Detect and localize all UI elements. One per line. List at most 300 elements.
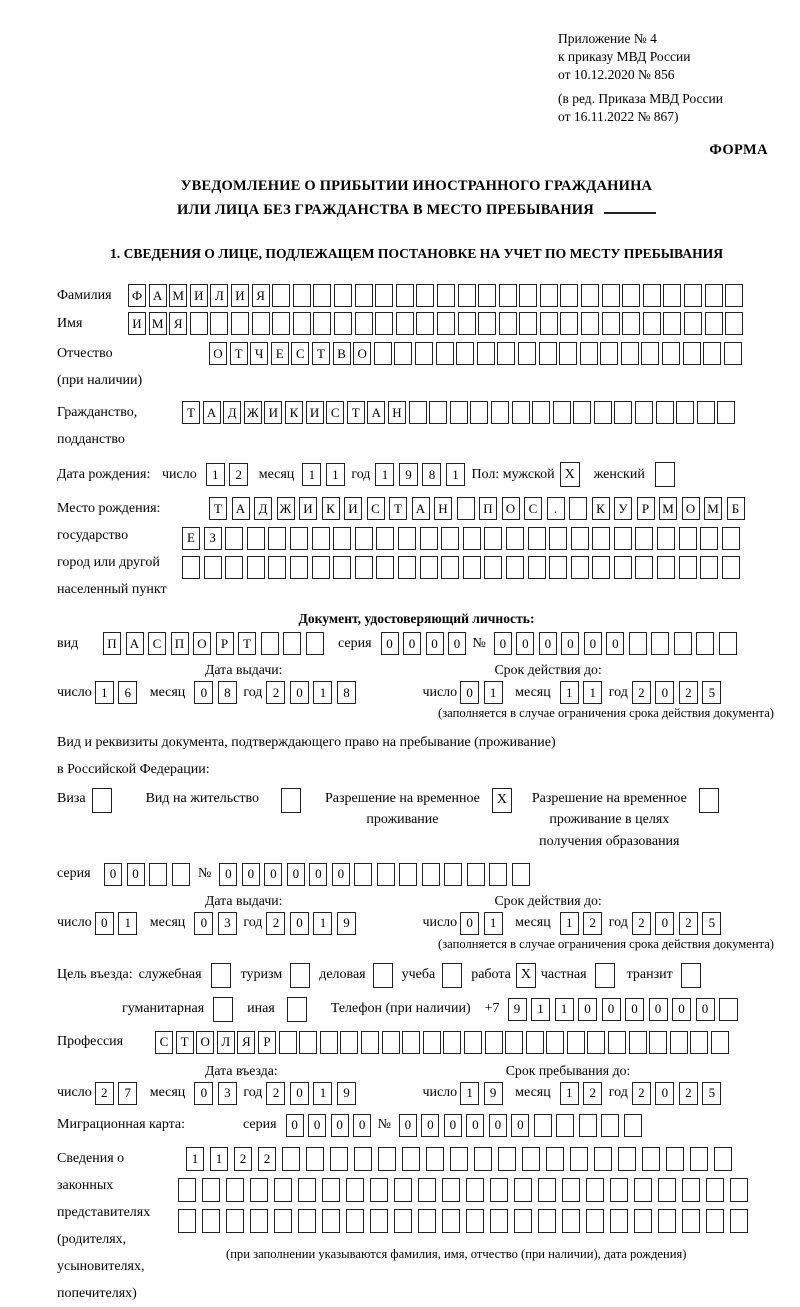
char-cell[interactable]: [370, 1209, 388, 1233]
char-cell[interactable]: [247, 556, 265, 579]
char-cell[interactable]: 0: [104, 863, 122, 886]
char-cell[interactable]: [458, 312, 476, 335]
rvp-valid-year-cells[interactable]: [632, 912, 726, 935]
char-cell[interactable]: С: [524, 497, 542, 520]
char-cell[interactable]: 1: [583, 681, 602, 704]
char-cell[interactable]: П: [103, 632, 121, 655]
char-cell[interactable]: [549, 527, 567, 550]
char-cell[interactable]: [642, 1147, 660, 1171]
char-cell[interactable]: 0: [219, 863, 237, 886]
char-cell[interactable]: 0: [460, 912, 479, 935]
char-cell[interactable]: [556, 1114, 574, 1137]
char-cell[interactable]: А: [367, 401, 385, 424]
char-cell[interactable]: [376, 527, 394, 550]
char-cell[interactable]: [279, 1031, 297, 1054]
char-cell[interactable]: 0: [655, 912, 674, 935]
birth-month-cells[interactable]: [302, 463, 349, 486]
char-cell[interactable]: [610, 1178, 628, 1202]
char-cell[interactable]: Р: [258, 1031, 276, 1054]
char-cell[interactable]: [420, 556, 438, 579]
char-cell[interactable]: [586, 1209, 604, 1233]
char-cell[interactable]: [477, 342, 495, 365]
mig-series-cells[interactable]: [286, 1114, 376, 1137]
female-checkbox[interactable]: [655, 462, 675, 487]
char-cell[interactable]: [334, 312, 352, 335]
char-cell[interactable]: И: [306, 401, 324, 424]
char-cell[interactable]: [441, 527, 459, 550]
char-cell[interactable]: 0: [516, 632, 534, 655]
char-cell[interactable]: [534, 1114, 552, 1137]
char-cell[interactable]: [725, 284, 743, 307]
char-cell[interactable]: [571, 527, 589, 550]
char-cell[interactable]: 9: [337, 1082, 356, 1105]
char-cell[interactable]: 1: [560, 681, 579, 704]
guardians-row3-cells[interactable]: [178, 1209, 754, 1233]
char-cell[interactable]: [622, 284, 640, 307]
char-cell[interactable]: 0: [672, 998, 691, 1021]
birth-year-cells[interactable]: [375, 463, 469, 486]
char-cell[interactable]: 2: [632, 681, 651, 704]
char-cell[interactable]: [682, 1178, 700, 1202]
name-cells[interactable]: [128, 312, 746, 335]
char-cell[interactable]: Д: [254, 497, 272, 520]
char-cell[interactable]: С: [326, 401, 344, 424]
citizenship-cells[interactable]: [182, 401, 738, 424]
char-cell[interactable]: Д: [223, 401, 241, 424]
char-cell[interactable]: [375, 284, 393, 307]
char-cell[interactable]: [313, 284, 331, 307]
char-cell[interactable]: О: [502, 497, 520, 520]
char-cell[interactable]: 2: [266, 1082, 285, 1105]
char-cell[interactable]: [682, 1209, 700, 1233]
char-cell[interactable]: 1: [375, 463, 394, 486]
char-cell[interactable]: [458, 284, 476, 307]
char-cell[interactable]: П: [479, 497, 497, 520]
char-cell[interactable]: 1: [186, 1147, 204, 1171]
char-cell[interactable]: [540, 284, 558, 307]
char-cell[interactable]: [602, 312, 620, 335]
char-cell[interactable]: [346, 1209, 364, 1233]
char-cell[interactable]: [629, 632, 647, 655]
char-cell[interactable]: [649, 1031, 667, 1054]
char-cell[interactable]: Т: [347, 401, 365, 424]
char-cell[interactable]: [719, 632, 737, 655]
char-cell[interactable]: [306, 632, 324, 655]
char-cell[interactable]: 0: [584, 632, 602, 655]
char-cell[interactable]: [705, 284, 723, 307]
char-cell[interactable]: 7: [118, 1082, 137, 1105]
char-cell[interactable]: [711, 1031, 729, 1054]
char-cell[interactable]: [334, 284, 352, 307]
char-cell[interactable]: [382, 1031, 400, 1054]
char-cell[interactable]: [442, 1209, 460, 1233]
char-cell[interactable]: 1: [206, 463, 225, 486]
char-cell[interactable]: [178, 1178, 196, 1202]
char-cell[interactable]: [730, 1178, 748, 1202]
char-cell[interactable]: И: [128, 312, 146, 335]
char-cell[interactable]: О: [209, 342, 227, 365]
char-cell[interactable]: Я: [252, 284, 270, 307]
char-cell[interactable]: [540, 312, 558, 335]
char-cell[interactable]: 0: [353, 1114, 371, 1137]
guardians-row1-cells[interactable]: [186, 1147, 754, 1171]
purpose-other-checkbox[interactable]: [287, 997, 307, 1022]
char-cell[interactable]: [226, 1178, 244, 1202]
char-cell[interactable]: [526, 1031, 544, 1054]
char-cell[interactable]: 0: [602, 998, 621, 1021]
char-cell[interactable]: [499, 312, 517, 335]
char-cell[interactable]: [444, 863, 462, 886]
char-cell[interactable]: 0: [539, 632, 557, 655]
char-cell[interactable]: [333, 556, 351, 579]
char-cell[interactable]: [250, 1209, 268, 1233]
char-cell[interactable]: [250, 1178, 268, 1202]
char-cell[interactable]: [560, 312, 578, 335]
char-cell[interactable]: М: [659, 497, 677, 520]
char-cell[interactable]: [394, 1209, 412, 1233]
char-cell[interactable]: 1: [118, 912, 137, 935]
char-cell[interactable]: [522, 1147, 540, 1171]
char-cell[interactable]: Ж: [244, 401, 262, 424]
char-cell[interactable]: [666, 1147, 684, 1171]
stay-year-cells[interactable]: [632, 1082, 726, 1105]
purpose-business-checkbox[interactable]: [373, 963, 393, 988]
char-cell[interactable]: [643, 312, 661, 335]
char-cell[interactable]: [538, 1209, 556, 1233]
char-cell[interactable]: [485, 1031, 503, 1054]
char-cell[interactable]: 5: [702, 1082, 721, 1105]
char-cell[interactable]: Е: [271, 342, 289, 365]
char-cell[interactable]: А: [412, 497, 430, 520]
char-cell[interactable]: [204, 556, 222, 579]
char-cell[interactable]: [662, 342, 680, 365]
char-cell[interactable]: [437, 312, 455, 335]
purpose-private-checkbox[interactable]: [595, 963, 615, 988]
char-cell[interactable]: [658, 1209, 676, 1233]
char-cell[interactable]: 0: [290, 681, 309, 704]
char-cell[interactable]: [261, 632, 279, 655]
char-cell[interactable]: Н: [388, 401, 406, 424]
char-cell[interactable]: 0: [127, 863, 145, 886]
char-cell[interactable]: [149, 863, 167, 886]
char-cell[interactable]: [610, 1209, 628, 1233]
char-cell[interactable]: [528, 556, 546, 579]
char-cell[interactable]: [252, 312, 270, 335]
char-cell[interactable]: [651, 632, 669, 655]
char-cell[interactable]: С: [148, 632, 166, 655]
char-cell[interactable]: 0: [194, 912, 213, 935]
char-cell[interactable]: [420, 527, 438, 550]
char-cell[interactable]: С: [155, 1031, 173, 1054]
char-cell[interactable]: [674, 632, 692, 655]
char-cell[interactable]: [423, 1031, 441, 1054]
char-cell[interactable]: 0: [95, 912, 114, 935]
char-cell[interactable]: [656, 401, 674, 424]
char-cell[interactable]: И: [299, 497, 317, 520]
char-cell[interactable]: 1: [555, 998, 574, 1021]
char-cell[interactable]: 2: [583, 1082, 602, 1105]
char-cell[interactable]: [375, 312, 393, 335]
char-cell[interactable]: 8: [422, 463, 441, 486]
char-cell[interactable]: [426, 1147, 444, 1171]
char-cell[interactable]: [657, 527, 675, 550]
char-cell[interactable]: Я: [237, 1031, 255, 1054]
char-cell[interactable]: М: [704, 497, 722, 520]
char-cell[interactable]: [415, 342, 433, 365]
char-cell[interactable]: [478, 284, 496, 307]
birth-day-cells[interactable]: [206, 463, 253, 486]
char-cell[interactable]: [679, 556, 697, 579]
char-cell[interactable]: [299, 1031, 317, 1054]
char-cell[interactable]: 0: [403, 632, 421, 655]
char-cell[interactable]: [567, 1031, 585, 1054]
char-cell[interactable]: К: [592, 497, 610, 520]
char-cell[interactable]: [340, 1031, 358, 1054]
char-cell[interactable]: Т: [238, 632, 256, 655]
surname-cells[interactable]: [128, 284, 746, 307]
char-cell[interactable]: [581, 284, 599, 307]
char-cell[interactable]: [706, 1178, 724, 1202]
char-cell[interactable]: [663, 312, 681, 335]
purpose-work-checkbox[interactable]: X: [516, 963, 536, 988]
char-cell[interactable]: [614, 527, 632, 550]
entry-year-cells[interactable]: [266, 1082, 360, 1105]
char-cell[interactable]: [622, 312, 640, 335]
char-cell[interactable]: [635, 527, 653, 550]
char-cell[interactable]: [333, 527, 351, 550]
char-cell[interactable]: 0: [308, 1114, 326, 1137]
char-cell[interactable]: 2: [95, 1082, 114, 1105]
char-cell[interactable]: Т: [176, 1031, 194, 1054]
char-cell[interactable]: [225, 527, 243, 550]
char-cell[interactable]: [330, 1147, 348, 1171]
mig-number-cells[interactable]: [399, 1114, 647, 1137]
purpose-humanitarian-checkbox[interactable]: [213, 997, 233, 1022]
char-cell[interactable]: Т: [389, 497, 407, 520]
char-cell[interactable]: [463, 556, 481, 579]
char-cell[interactable]: 0: [381, 632, 399, 655]
char-cell[interactable]: [506, 556, 524, 579]
char-cell[interactable]: [725, 312, 743, 335]
char-cell[interactable]: [730, 1209, 748, 1233]
char-cell[interactable]: О: [353, 342, 371, 365]
char-cell[interactable]: [466, 1209, 484, 1233]
char-cell[interactable]: [629, 1031, 647, 1054]
char-cell[interactable]: [418, 1178, 436, 1202]
char-cell[interactable]: [546, 1147, 564, 1171]
char-cell[interactable]: А: [232, 497, 250, 520]
char-cell[interactable]: [394, 342, 412, 365]
char-cell[interactable]: [514, 1178, 532, 1202]
char-cell[interactable]: 3: [218, 912, 237, 935]
char-cell[interactable]: Ф: [128, 284, 146, 307]
char-cell[interactable]: [700, 527, 718, 550]
char-cell[interactable]: 1: [446, 463, 465, 486]
char-cell[interactable]: 2: [583, 912, 602, 935]
char-cell[interactable]: [570, 1147, 588, 1171]
guardians-row2-cells[interactable]: [178, 1178, 754, 1202]
char-cell[interactable]: [658, 1178, 676, 1202]
char-cell[interactable]: [539, 342, 557, 365]
char-cell[interactable]: 0: [194, 1082, 213, 1105]
char-cell[interactable]: [490, 1209, 508, 1233]
char-cell[interactable]: Я: [169, 312, 187, 335]
char-cell[interactable]: В: [333, 342, 351, 365]
char-cell[interactable]: [573, 401, 591, 424]
char-cell[interactable]: [396, 284, 414, 307]
char-cell[interactable]: 0: [332, 863, 350, 886]
char-cell[interactable]: Р: [637, 497, 655, 520]
char-cell[interactable]: [293, 312, 311, 335]
rvp-valid-month-cells[interactable]: [560, 912, 607, 935]
char-cell[interactable]: [717, 401, 735, 424]
char-cell[interactable]: 1: [210, 1147, 228, 1171]
char-cell[interactable]: 9: [484, 1082, 503, 1105]
char-cell[interactable]: [618, 1147, 636, 1171]
char-cell[interactable]: О: [193, 632, 211, 655]
char-cell[interactable]: А: [203, 401, 221, 424]
char-cell[interactable]: [532, 401, 550, 424]
char-cell[interactable]: [290, 556, 308, 579]
doc-valid-year-cells[interactable]: [632, 681, 726, 704]
char-cell[interactable]: [553, 401, 571, 424]
char-cell[interactable]: 0: [242, 863, 260, 886]
char-cell[interactable]: 0: [460, 681, 479, 704]
char-cell[interactable]: [293, 284, 311, 307]
char-cell[interactable]: 9: [508, 998, 527, 1021]
char-cell[interactable]: 1: [484, 912, 503, 935]
char-cell[interactable]: [172, 863, 190, 886]
char-cell[interactable]: [268, 527, 286, 550]
char-cell[interactable]: И: [344, 497, 362, 520]
char-cell[interactable]: [416, 312, 434, 335]
char-cell[interactable]: 0: [466, 1114, 484, 1137]
char-cell[interactable]: [429, 401, 447, 424]
char-cell[interactable]: Т: [312, 342, 330, 365]
char-cell[interactable]: Р: [216, 632, 234, 655]
char-cell[interactable]: 0: [625, 998, 644, 1021]
char-cell[interactable]: [586, 1178, 604, 1202]
char-cell[interactable]: [706, 1209, 724, 1233]
char-cell[interactable]: [450, 1147, 468, 1171]
char-cell[interactable]: О: [196, 1031, 214, 1054]
char-cell[interactable]: [399, 863, 417, 886]
purpose-tourism-checkbox[interactable]: [290, 963, 310, 988]
char-cell[interactable]: [499, 284, 517, 307]
char-cell[interactable]: [705, 312, 723, 335]
char-cell[interactable]: 2: [632, 912, 651, 935]
char-cell[interactable]: [703, 342, 721, 365]
char-cell[interactable]: [724, 342, 742, 365]
char-cell[interactable]: [490, 1178, 508, 1202]
char-cell[interactable]: Н: [434, 497, 452, 520]
char-cell[interactable]: [231, 312, 249, 335]
char-cell[interactable]: [361, 1031, 379, 1054]
char-cell[interactable]: [491, 401, 509, 424]
birthplace-row2-cells[interactable]: [182, 527, 749, 550]
char-cell[interactable]: 2: [229, 463, 248, 486]
char-cell[interactable]: 0: [448, 632, 466, 655]
char-cell[interactable]: 1: [95, 681, 114, 704]
char-cell[interactable]: [178, 1209, 196, 1233]
char-cell[interactable]: [443, 1031, 461, 1054]
char-cell[interactable]: 0: [309, 863, 327, 886]
purpose-study-checkbox[interactable]: [442, 963, 462, 988]
char-cell[interactable]: К: [285, 401, 303, 424]
char-cell[interactable]: 0: [399, 1114, 417, 1137]
char-cell[interactable]: 2: [632, 1082, 651, 1105]
char-cell[interactable]: [464, 1031, 482, 1054]
char-cell[interactable]: [274, 1209, 292, 1233]
char-cell[interactable]: [457, 497, 475, 520]
char-cell[interactable]: [519, 284, 537, 307]
char-cell[interactable]: [635, 401, 653, 424]
temp-residence-edu-checkbox[interactable]: [699, 788, 719, 813]
char-cell[interactable]: [722, 556, 740, 579]
char-cell[interactable]: [416, 284, 434, 307]
char-cell[interactable]: [202, 1209, 220, 1233]
char-cell[interactable]: 1: [484, 681, 503, 704]
char-cell[interactable]: 0: [606, 632, 624, 655]
char-cell[interactable]: [290, 527, 308, 550]
char-cell[interactable]: 0: [578, 998, 597, 1021]
char-cell[interactable]: [489, 863, 507, 886]
entry-month-cells[interactable]: [194, 1082, 241, 1105]
doc-series-cells[interactable]: [381, 632, 471, 655]
char-cell[interactable]: [396, 312, 414, 335]
char-cell[interactable]: [226, 1209, 244, 1233]
char-cell[interactable]: [422, 863, 440, 886]
char-cell[interactable]: 1: [460, 1082, 479, 1105]
char-cell[interactable]: Т: [209, 497, 227, 520]
char-cell[interactable]: [621, 342, 639, 365]
char-cell[interactable]: [579, 1114, 597, 1137]
char-cell[interactable]: М: [149, 312, 167, 335]
rvp-series-cells[interactable]: [104, 863, 194, 886]
char-cell[interactable]: 6: [118, 681, 137, 704]
char-cell[interactable]: У: [614, 497, 632, 520]
char-cell[interactable]: 2: [234, 1147, 252, 1171]
char-cell[interactable]: [594, 401, 612, 424]
char-cell[interactable]: .: [547, 497, 565, 520]
doc-issue-year-cells[interactable]: [266, 681, 360, 704]
char-cell[interactable]: [519, 312, 537, 335]
visa-checkbox[interactable]: [92, 788, 112, 813]
char-cell[interactable]: 0: [287, 863, 305, 886]
char-cell[interactable]: П: [171, 632, 189, 655]
char-cell[interactable]: О: [682, 497, 700, 520]
char-cell[interactable]: 0: [290, 1082, 309, 1105]
doc-valid-day-cells[interactable]: [460, 681, 507, 704]
char-cell[interactable]: [700, 556, 718, 579]
char-cell[interactable]: С: [291, 342, 309, 365]
char-cell[interactable]: [370, 1178, 388, 1202]
char-cell[interactable]: [436, 342, 454, 365]
rvp-issue-day-cells[interactable]: [95, 912, 142, 935]
char-cell[interactable]: [571, 556, 589, 579]
char-cell[interactable]: С: [367, 497, 385, 520]
stay-month-cells[interactable]: [560, 1082, 607, 1105]
char-cell[interactable]: 0: [286, 1114, 304, 1137]
char-cell[interactable]: [679, 527, 697, 550]
char-cell[interactable]: [719, 998, 738, 1021]
birthplace-row1-cells[interactable]: [209, 497, 749, 520]
doc-number-cells[interactable]: [494, 632, 742, 655]
char-cell[interactable]: [354, 1147, 372, 1171]
purpose-official-checkbox[interactable]: [211, 963, 231, 988]
char-cell[interactable]: [210, 312, 228, 335]
purpose-transit-checkbox[interactable]: [681, 963, 701, 988]
